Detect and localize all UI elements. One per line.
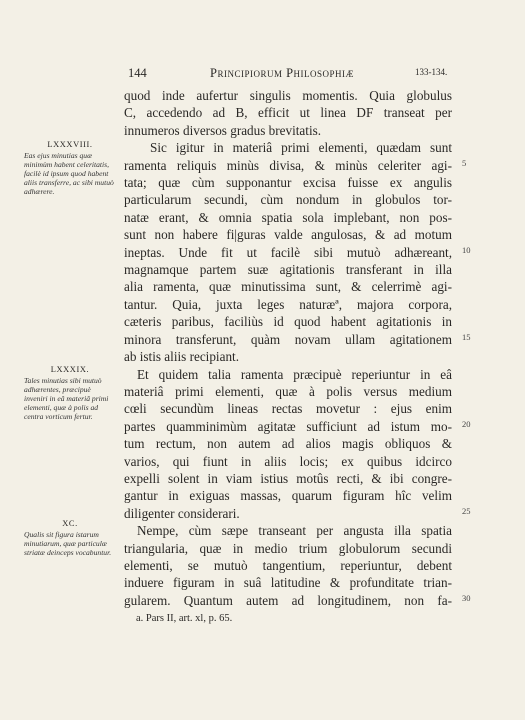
margin-note-number: LXXXVIII. xyxy=(47,140,93,149)
body-line: gularem. Quantum autem ad longitudinem, non fa- xyxy=(124,592,452,608)
page-number: 144 xyxy=(128,66,147,80)
body-line: particularum secundi, cùm nondum in globulos tor- xyxy=(124,192,452,208)
margin-note-text: Eas ejus minutias quæ minimùm habent celeritatis, facilè id ipsum quod habent aliis transferre, ac sibi mutuò adhærere. xyxy=(24,151,114,196)
line-number-25: 25 xyxy=(462,506,471,516)
line-number-5: 5 xyxy=(462,158,467,168)
margin-note-90 xyxy=(24,519,116,557)
body-line: cœli secundùm lineas rectas movetur : ejus enim xyxy=(124,401,452,417)
body-line: magnamque partem suæ agitationis transferant in illa xyxy=(124,262,452,278)
body-line: ab istis aliis recipiant. xyxy=(124,349,239,365)
margin-note-number: LXXXIX. xyxy=(50,365,90,374)
margin-note-number: XC. xyxy=(62,519,78,528)
body-line: C, accedendo ad B, efficit ut linea DF transeat per xyxy=(124,105,452,121)
body-line: sunt non habere fi|guras valde angulosas, & ad motum xyxy=(124,227,452,243)
line-number-20: 20 xyxy=(462,419,471,429)
body-line: Sic igitur in materiâ primi elementi, quædam sunt xyxy=(150,140,452,156)
line-number-10: 10 xyxy=(462,245,471,255)
body-line: Et quidem talia ramenta præcipuè reperiuntur in eâ xyxy=(137,366,452,382)
running-title: Principiorum Philosophiæ xyxy=(210,66,355,80)
body-line: triangularia, quæ in medio trium globulorum secundi xyxy=(124,540,452,556)
margin-note-text: Tales minutias sibi mutuò adhærentes, præcipuè inveniri in eâ materiâ primi elementi, quæ à polis ad centra vorticum fertur. xyxy=(24,376,109,421)
body-line: innumeros diversos gradus brevitatis. xyxy=(124,122,322,138)
body-line: ineptas. Unde fit ut facilè sibi mutuò adhæreant, xyxy=(124,244,452,260)
margin-note-88 xyxy=(24,140,116,196)
article-range: 133-134. xyxy=(415,67,448,77)
body-line: tata; quæ cùm supponantur excisa fuisse ex angulis xyxy=(124,175,452,191)
body-line: tantur. Quia, juxta leges naturæª, majora corpora, xyxy=(124,296,452,312)
body-line: alia ramenta, quæ minutissima sunt, & celerrimè agi- xyxy=(124,279,452,295)
line-number-15: 15 xyxy=(462,332,471,342)
body-line: expelli solent in viam istius motûs recti, & ibi congre- xyxy=(124,470,452,486)
line-number-30: 30 xyxy=(462,593,471,603)
body-line: quod inde aufertur singulis momentis. Quia globulus xyxy=(124,88,452,103)
body-line: ramenta reliquis minùs divisa, & minùs celeriter agi- xyxy=(124,157,452,173)
body-text xyxy=(124,87,452,609)
body-line: cæteris paribus, faciliùs id quod habent agitationis in xyxy=(124,314,452,330)
margin-note-text: Qualis sit figura istarum minutiarum, quæ particulæ striatæ deinceps vocabuntur. xyxy=(24,530,112,557)
body-line: diligenter considerari. xyxy=(124,505,240,521)
body-line: partes quamminimùm agitatæ sufficiunt ad istum mo- xyxy=(124,418,452,434)
body-line: Nempe, cùm sæpe transeant per angusta illa spatia xyxy=(137,523,452,539)
footnote: a. Pars II, art. xl, p. 65. xyxy=(136,613,233,624)
body-line: tum rectum, non autem ad alios magis obliquos & xyxy=(124,436,452,452)
margin-note-89 xyxy=(24,365,116,421)
body-line: materiâ primi elementi, quæ à polis versus medium xyxy=(124,383,452,399)
body-line: gantur in exiguas massas, quarum figuram hîc velim xyxy=(124,488,452,504)
body-line: induere figuram in suâ latitudine & profunditate trian- xyxy=(124,575,452,591)
body-line: elementi, se mutuò tangentium, reperiuntur, debent xyxy=(124,557,452,573)
body-line: natæ erant, & omnia spatia sola implebant, non pos- xyxy=(124,209,452,225)
body-line: minora transferunt, quàm novam ullam agitationem xyxy=(124,331,452,347)
body-line: varios, qui fiunt in aliis locis; ex quibus idcirco xyxy=(124,453,452,469)
